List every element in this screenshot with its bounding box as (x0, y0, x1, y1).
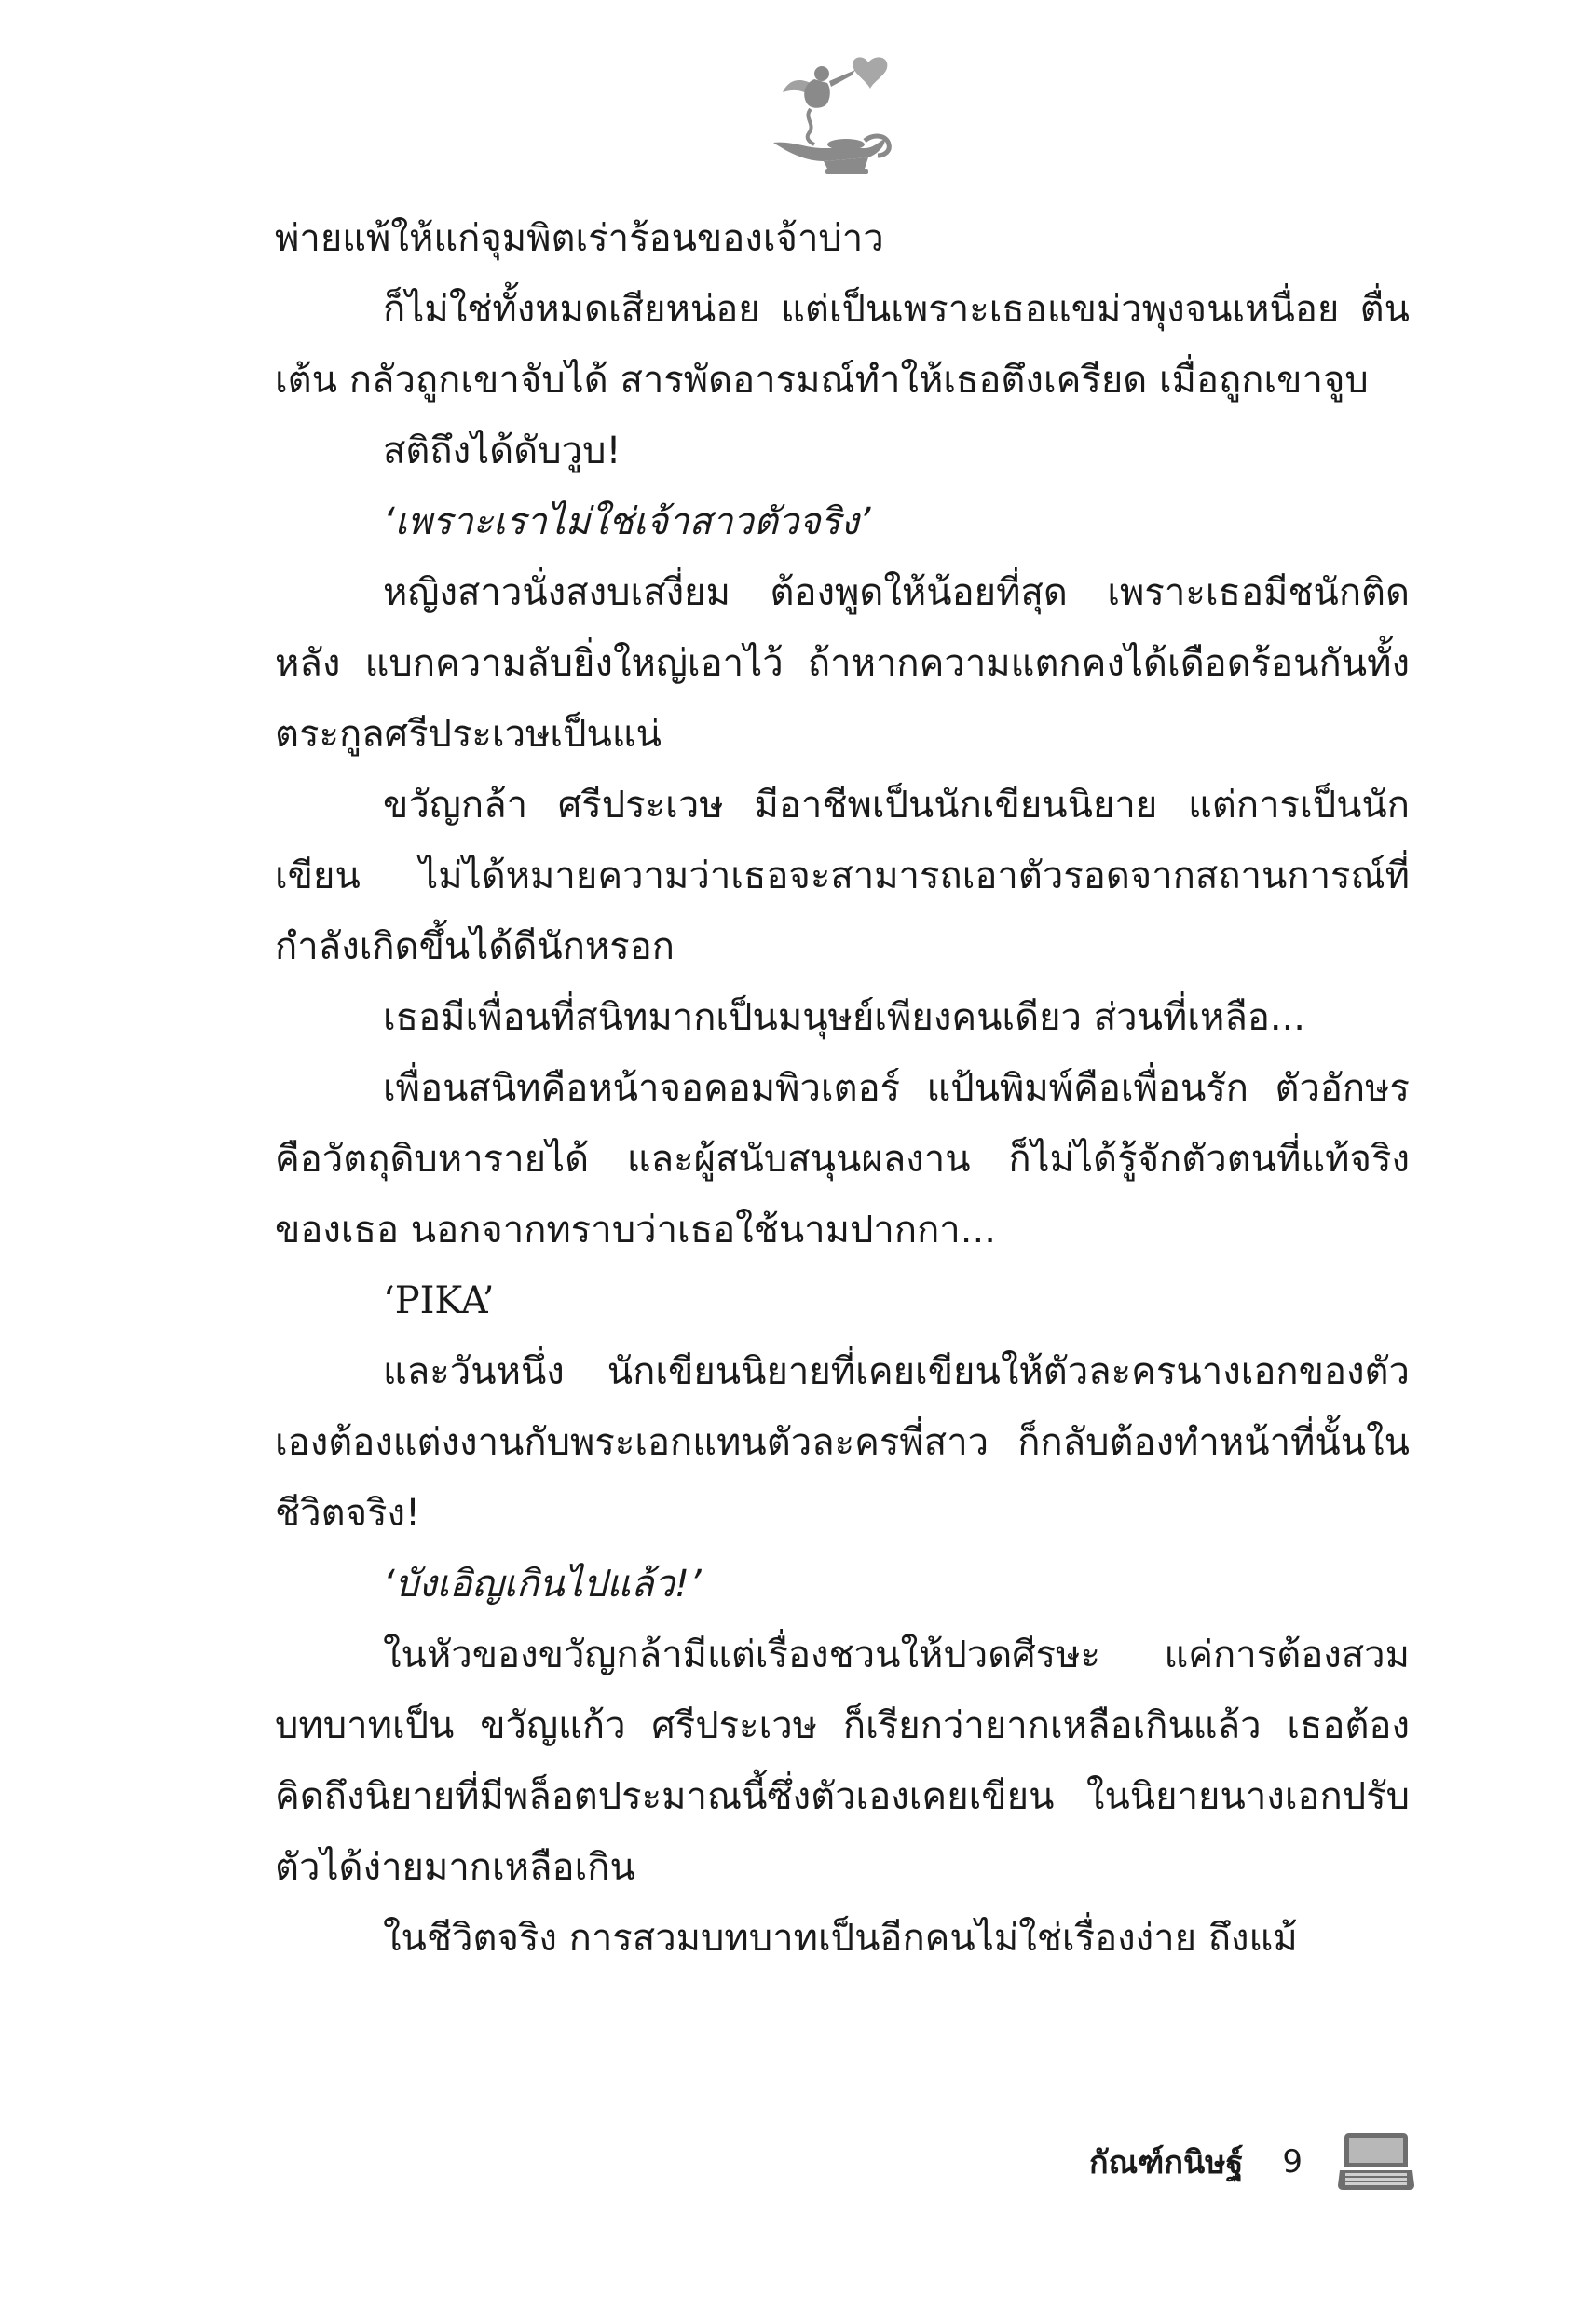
paragraph: สติถึงได้ดับวูบ! (383, 430, 621, 472)
paragraph-italic: ‘บังเอิญเกินไปแล้ว!’ (383, 1563, 702, 1606)
paragraph-italic: ‘เพราะเราไม่ใช่เจ้าสาวตัวจริง’ (383, 500, 871, 543)
paragraph: ขวัญกล้า ศรีประเวษ มีอาชีพเป็นนักเขียนนิยาย แต่การเป็นนักเขียน ไม่ได้หมายความว่าเธอจะสามารถเอาตัวรอดจากสถานการณ์ที่กำลังเกิดขึ้นได้ดีนักหรอก (275, 784, 1410, 968)
paragraph: และวันหนึ่ง นักเขียนนิยายที่เคยเขียนให้ตัวละครนางเอกของตัวเองต้องแต่งงานกับพระเอกแทนตัวละครพี่สาว ก็กลับต้องทำหน้าที่นั้นในชีวิตจริง! (275, 1350, 1410, 1535)
paragraph: ในชีวิตจริง การสวมบทบาทเป็นอีกคนไม่ใช่เรื่องง่าย ถึงแม้ (383, 1917, 1298, 1960)
paragraph: ในหัวของขวัญกล้ามีแต่เรื่องชวนให้ปวดศีรษะ แค่การต้องสวมบทบาทเป็น ขวัญแก้ว ศรีประเวษ ก็เรียกว่ายากเหลือเกินแล้ว เธอต้องคิดถึงนิยายที่มีพล็อตประมาณนี้ซึ่งตัวเองเคยเขียน ในนิยายนางเอกปรับตัวได้ง่ายมากเหลือเกิน (275, 1634, 1410, 1889)
laptop-icon (1336, 2129, 1416, 2195)
paragraph: เธอมีเพื่อนที่สนิทมากเป็นมนุษย์เพียงคนเดียว ส่วนที่เหลือ... (383, 996, 1306, 1039)
paragraph: หญิงสาวนั่งสงบเสงี่ยม ต้องพูดให้น้อยที่สุด เพราะเธอมีชนักติดหลัง แบกความลับยิ่งใหญ่เอาไว้ ถ้าหากความแตกคงได้เดือดร้อนกันทั้งตระกูลศรีประเวษเป็นแน่ (275, 571, 1410, 756)
paragraph: ก็ไม่ใช่ทั้งหมดเสียหน่อย แต่เป็นเพราะเธอแขม่วพุงจนเหนื่อย ตื่นเต้น กลัวถูกเขาจับได้ สารพัดอารมณ์ทำให้เธอตึงเครียด เมื่อถูกเขาจูบ (275, 288, 1410, 402)
paragraph: ‘PIKA’ (383, 1279, 495, 1322)
paragraph: พ่ายแพ้ให้แก่จุมพิตเร่าร้อนของเจ้าบ่าว (275, 217, 884, 260)
footer-brand: กัณฑ์กนิษฐ์ (1089, 2144, 1244, 2181)
body-text (275, 203, 1410, 1974)
page-number: 9 (1282, 2143, 1303, 2181)
paragraph: เพื่อนสนิทคือหน้าจอคอมพิวเตอร์ แป้นพิมพ์คือเพื่อนรัก ตัวอักษรคือวัตถุดิบหารายได้ และผู้สนับสนุนผลงาน ก็ไม่ได้รู้จักตัวตนที่แท้จริงของเธอ นอกจากทราบว่าเธอใช้นามปากกา... (275, 1067, 1410, 1251)
page-footer (1025, 2120, 1416, 2204)
cupid-lamp-ornament-icon (755, 51, 904, 182)
